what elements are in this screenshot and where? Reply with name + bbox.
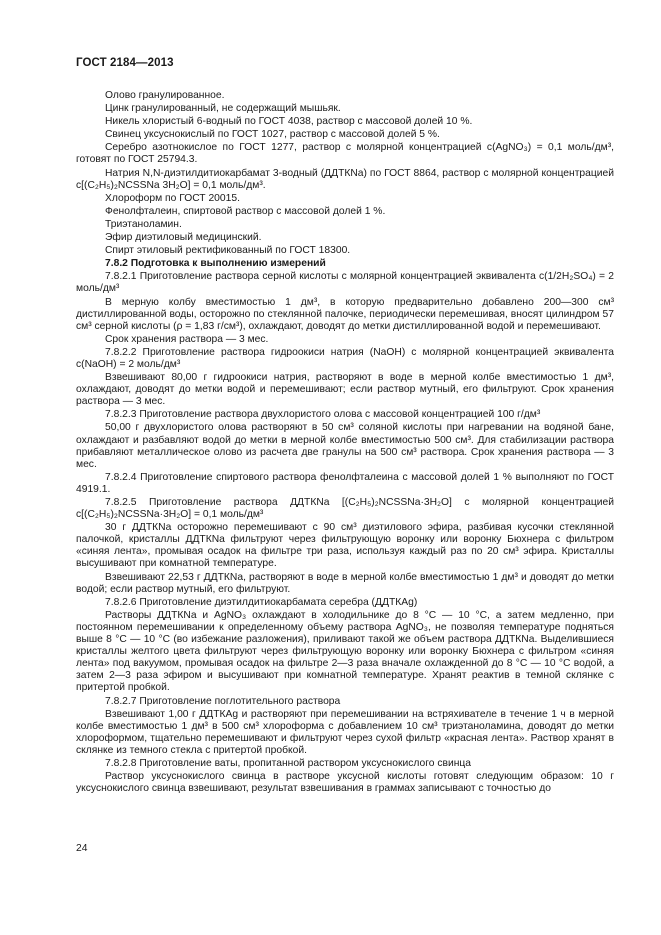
paragraph: В мерную колбу вместимостью 1 дм³, в которую предварительно добавлено 200—300 см³ дистиллированной воды, осторожно по стеклянной палочке, периодически перемешивая, вносят цилиндром 57 см³ серной кислоты (ρ = 1,83 г/см³), охлаждают, доводят до метки дистиллированной водой и перемешивают.	[76, 296, 614, 332]
paragraph: Олово гранулированное.	[105, 90, 225, 101]
paragraph: Эфир диэтиловый медицинский.	[105, 232, 262, 244]
paragraph: Взвешивают 22,53 г ДДТКNa, растворяют в воде в мерной колбе вместимостью 1 дм³ и доводят до метки водой; если раствор мутный, его фильтруют.	[76, 571, 614, 595]
paragraph: Серебро азотнокислое по ГОСТ 1277, раствор с молярной концентрацией c(AgNO₃) = 0,1 моль/дм³, готовят по ГОСТ 25794.3.	[76, 142, 614, 166]
paragraph: 50,00 г двухлористого олова растворяют в 50 см³ соляной кислоты при нагревании на водяной бане, охлаждают и разбавляют водой до метки в мерной колбе вместимостью 500 см³. Для стабилизации раствора прибавляют металлическое олово из расчета две гранулы на 500 см³ раствора. Срок хранения раствора — 3 мес.	[76, 422, 614, 470]
paragraph: Никель хлористый 6-водный по ГОСТ 4038, раствор с массовой долей 10 %.	[105, 116, 473, 128]
paragraph: 7.8.2.2 Приготовление раствора гидроокиси натрия (NaOH) с молярной концентрацией эквивалента c(NaOH) = 2 моль/дм³	[76, 346, 614, 370]
paragraph: Спирт этиловый ректификованный по ГОСТ 18300.	[105, 245, 351, 257]
document-header: ГОСТ 2184—2013	[76, 57, 174, 69]
paragraph: 7.8.2.6 Приготовление диэтилдитиокарбамата серебра (ДДТКAg)	[105, 596, 418, 608]
paragraph: 7.8.2.7 Приготовление поглотительного раствора	[105, 695, 341, 707]
paragraph: Триэтаноламин.	[105, 218, 182, 230]
paragraph: 7.8.2.3 Приготовление раствора двухлористого олова с массовой концентрацией 100 г/дм³	[105, 409, 541, 421]
paragraph: Хлороформ по ГОСТ 20015.	[105, 192, 240, 204]
page-number: 24	[76, 843, 88, 854]
paragraph: Срок хранения раствора — 3 мес.	[105, 333, 269, 345]
paragraph: Раствор уксуснокислого свинца в растворе уксусной кислоты готовят следующим образом: 10 г уксуснокислого свинца взвешивают, результат взвешивания в граммах записывают с точностью до	[76, 771, 614, 795]
paragraph: Взвешивают 1,00 г ДДТКAg и растворяют при перемешивании на встряхивателе в течение 1 ч в мерной колбе вместимостью 1 дм³ в 500 см³ хлороформа с добавлением 10 см³ триэтаноламина, доводят до метки хлороформом, тщательно перемешивают и фильтруют через сухой фильтр «красная лента». Раствор хранят в склянке из темного стекла с притертой пробкой.	[76, 708, 614, 756]
paragraph: 7.8.2.4 Приготовление спиртового раствора фенолфталеина с массовой долей 1 % выполняют по ГОСТ 4919.1.	[76, 471, 614, 495]
paragraph: Цинк гранулированный, не содержащий мышьяк.	[105, 103, 341, 115]
paragraph: Растворы ДДТКNa и AgNO₃ охлаждают в холодильнике до 8 °C — 10 °C, а затем медленно, при постоянном перемешивании к определенному объему раствора AgNO₃, не позволяя температуре подняться выше 8 °C — 10 °C (во избежание разложения), приливают такой же объем раствора ДДТКNa. Выделившиеся кристаллы желтого цвета фильтруют через фильтрующую воронку или воронку Бюхнера с фильтром «синяя лента» под вакуумом, промывая осадок на фильтре 2—3 раза вначале охлажденной до 8 °C — 10 °C водой, а затем 2—3 раза эфиром и высушивают при комнатной температуре. Хранят реактив в темной склянке с притертой пробкой.	[76, 609, 614, 694]
paragraph: Свинец уксуснокислый по ГОСТ 1027, раствор с массовой долей 5 %.	[105, 129, 440, 141]
paragraph: Взвешивают 80,00 г гидроокиси натрия, растворяют в воде в мерной колбе вместимостью 1 дм³, охлаждают, доводят до метки водой и перемешивают; если раствор мутный, его фильтруют. Срок хранения раствора — 3 мес.	[76, 372, 614, 408]
paragraph: 7.8.2.5 Приготовление раствора ДДТКNa [(C₂H₅)₂NCSSNa·3H₂O] с молярной концентрацией c[(C₂H₅)₂NCSSNa·3H₂O] = 0,1 моль/дм³	[76, 497, 614, 521]
document-body	[76, 90, 614, 796]
paragraph: 30 г ДДТКNa осторожно перемешивают с 90 см³ диэтилового эфира, разбивая кусочки стеклянной палочкой, кристаллы ДДТКNa фильтруют через фильтрующую воронку или воронку Бюхнера с фильтром «синяя лента», промывая осадок на фильтре три раза, используя каждый раз по 20 см³ эфира. Кристаллы высушивают при комнатной температуре.	[76, 522, 614, 570]
paragraph: Фенолфталеин, спиртовой раствор с массовой долей 1 %.	[105, 205, 386, 217]
section-heading: 7.8.2 Подготовка к выполнению измерений	[105, 258, 326, 270]
paragraph: 7.8.2.1 Приготовление раствора серной кислоты с молярной концентрацией эквивалента c(1/2H₂SO₄) = 2 моль/дм³	[76, 271, 614, 295]
paragraph: Натрия N,N-диэтилдитиокарбамат 3-водный (ДДТКNa) по ГОСТ 8864, раствор с молярной концентрацией c[(C₂H₅)₂NCSSNa 3H₂O] = 0,1 моль/дм³.	[76, 167, 614, 191]
paragraph: 7.8.2.8 Приготовление ваты, пропитанной раствором уксуснокислого свинца	[105, 757, 472, 769]
